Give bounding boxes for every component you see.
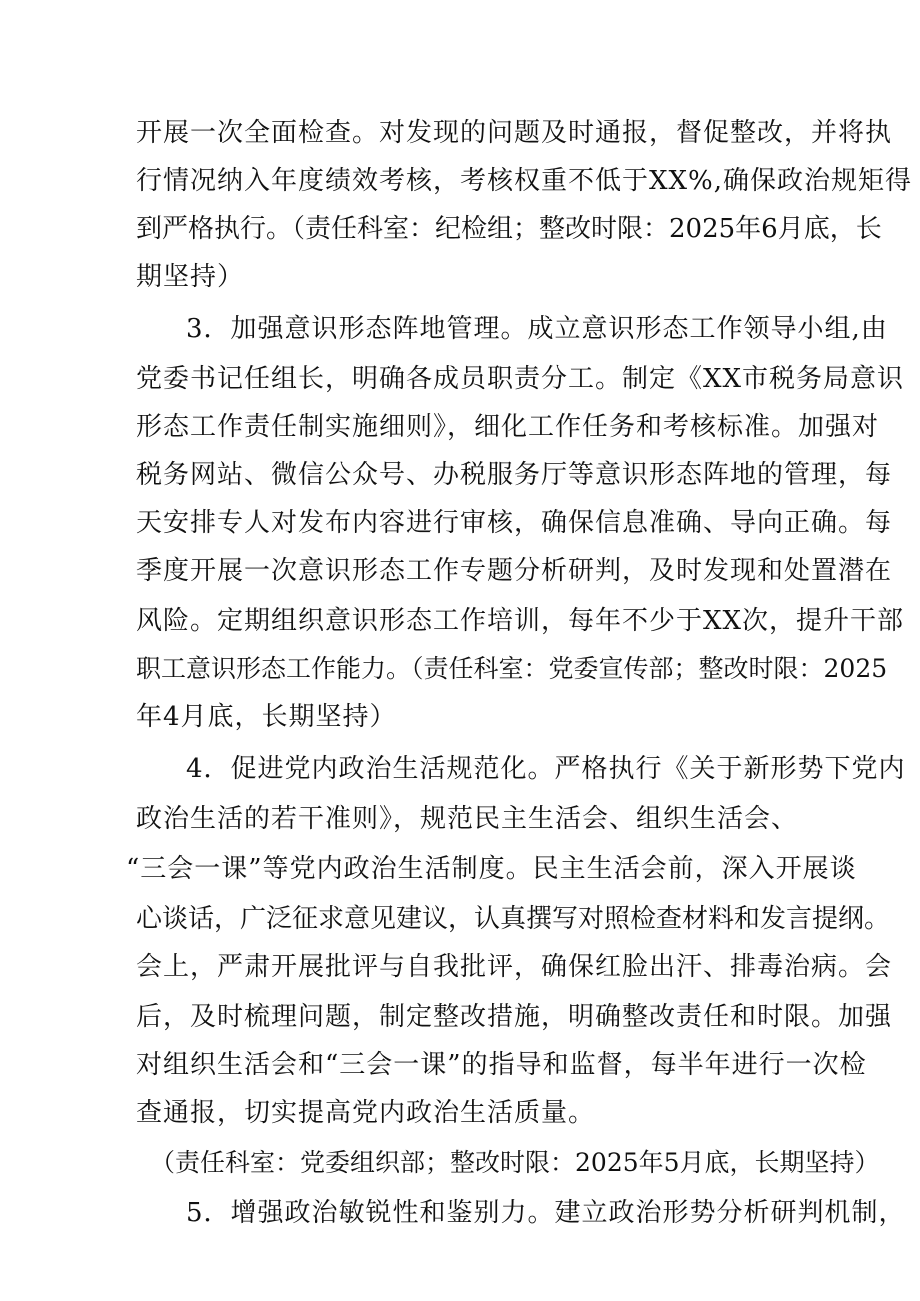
paragraph-line: 后，及时梳理问题，制定整改措施，明确整改责任和时限。加强 (136, 1002, 893, 1032)
paragraph-line: 行情况纳入年度绩效考核，考核权重不低于XX%,确保政治规矩得 (136, 166, 912, 196)
paragraph-line: 形态工作责任制实施细则》，细化工作任务和考核标准。加强对 (136, 412, 880, 442)
paragraph-line: 3．加强意识形态阵地管理。成立意识形态工作领导小组,由 (186, 314, 888, 344)
paragraph-line: 风险。定期组织意识形态工作培训，每年不少于XX次，提升干部 (136, 606, 905, 636)
paragraph-line: 期坚持） (136, 262, 245, 292)
paragraph-line: 党委书记任组长，明确各成员职责分工。制定《XX市税务局意识 (136, 364, 905, 394)
paragraph-line: 天安排专人对发布内容进行审核，确保信息准确、导向正确。每 (136, 508, 893, 538)
paragraph-line: （责任科室：党委组织部；整改时限：2025年5月底，长期坚持） (150, 1148, 880, 1177)
paragraph-line: 查通报，切实提高党内政治生活质量。 (136, 1098, 596, 1128)
paragraph-line: 职工意识形态工作能力。（责任科室：党委宣传部；整改时限：2025 (136, 654, 888, 683)
paragraph-line: 年4月底，长期坚持） (136, 702, 397, 732)
paragraph-line: 到严格执行。（责任科室：纪检组；整改时限：2025年6月底，长 (136, 214, 882, 244)
paragraph-line: “三会一课”等党内政治生活制度。民主生活会前，深入开展谈 (126, 854, 857, 884)
paragraph-line: 税务网站、微信公众号、办税服务厅等意识形态阵地的管理，每 (136, 460, 893, 490)
paragraph-line: 开展一次全面检查。对发现的问题及时通报，督促整改，并将执 (136, 118, 893, 148)
paragraph-line: 心谈话，广泛征求意见建议，认真撰写对照检查材料和发言提纲。 (136, 904, 891, 934)
paragraph-line: 会上，严肃开展批评与自我批评，确保红脸出汗、排毒治病。会 (136, 952, 893, 982)
paragraph-line: 4．促进党内政治生活规范化。严格执行《关于新形势下党内 (186, 754, 906, 784)
paragraph-line: 政治生活的若干准则》，规范民主生活会、组织生活会、 (136, 804, 799, 834)
paragraph-line: 季度开展一次意识形态工作专题分析研判，及时发现和处置潜在 (136, 556, 893, 586)
paragraph-line: 5．增强政治敏锐性和鉴别力。建立政治形势分析研判机制， (186, 1198, 906, 1228)
paragraph-line: 对组织生活会和“三会一课”的指导和监督，每半年进行一次检 (136, 1050, 867, 1080)
